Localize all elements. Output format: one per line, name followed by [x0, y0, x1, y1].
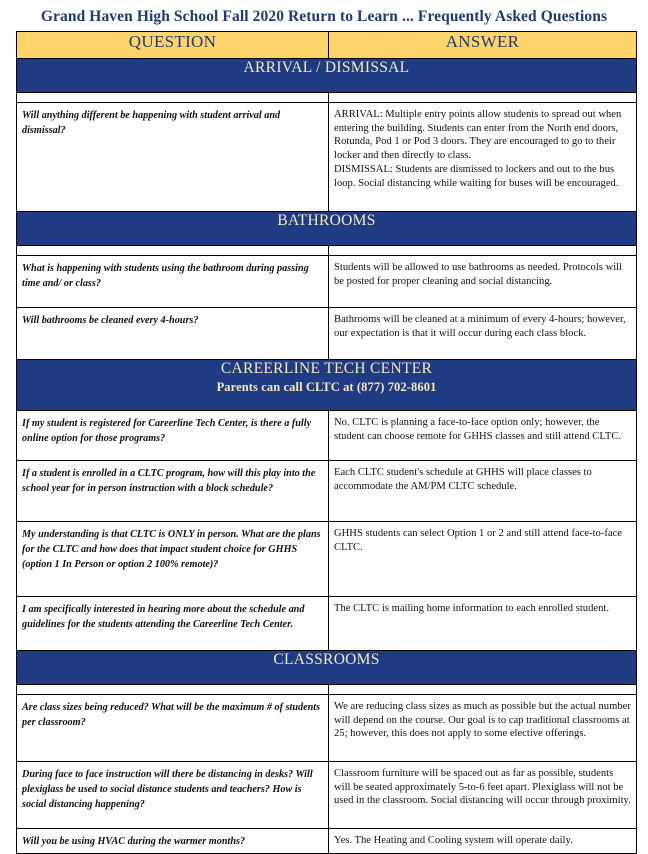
section-header-careerline-tech-center	[17, 360, 637, 411]
page-title: Grand Haven High School Fall 2020 Return to Learn ... Frequently Asked Questions	[40, 8, 608, 25]
section-title: BATHROOMS	[17, 212, 637, 246]
section-header-arrival-dismissal	[17, 59, 637, 93]
question-cell: Will you be using HVAC during the warmer months?	[17, 829, 329, 854]
spacer-row	[17, 685, 637, 695]
answer-cell	[329, 103, 637, 212]
faq-table	[16, 31, 637, 854]
question-cell: I am specifically interested in hearing more about the schedule and guidelines for the students attending the Careerline Tech Center.	[17, 597, 329, 651]
section-header-classrooms	[17, 651, 637, 685]
answer-cell: The CLTC is mailing home information to each enrolled student.	[329, 597, 637, 651]
section-header-bathrooms	[17, 212, 637, 246]
answer-paragraph: DISMISSAL: Students are dismissed to lockers and out to the bus loop. Social distancing while waiting for buses will be encouraged.	[334, 163, 619, 189]
table-header-row	[17, 32, 637, 59]
table-row	[17, 461, 637, 522]
spacer-row	[17, 93, 637, 103]
answer-cell: Each CLTC student's schedule at GHHS will place classes to accommodate the AM/PM CLTC schedule.	[329, 461, 637, 522]
answer-cell: GHHS students can select Option 1 or 2 and still attend face-to-face CLTC.	[329, 522, 637, 597]
question-cell: Will anything different be happening with student arrival and dismissal?	[17, 103, 329, 212]
question-cell: If my student is registered for Careerline Tech Center, is there a fully online option for those programs?	[17, 411, 329, 461]
table-row	[17, 256, 637, 308]
table-row	[17, 411, 637, 461]
answer-cell: Yes. The Heating and Cooling system will operate daily.	[329, 829, 637, 854]
question-cell: What is happening with students using the bathroom during passing time and/ or class?	[17, 256, 329, 308]
question-column-header: QUESTION	[17, 32, 329, 59]
question-cell: During face to face instruction will there be distancing in desks? Will plexiglass be used to social distance students and teachers? How is social distancing happening?	[17, 762, 329, 829]
question-cell: Are class sizes being reduced? What will be the maximum # of students per classroom?	[17, 695, 329, 762]
table-row	[17, 308, 637, 360]
question-cell: If a student is enrolled in a CLTC program, how will this play into the school year for in person instruction with a block schedule?	[17, 461, 329, 522]
section-subtitle: Parents can call CLTC at (877) 702-8601	[216, 380, 437, 394]
table-row	[17, 829, 637, 854]
section-title: CLASSROOMS	[17, 651, 637, 685]
question-cell: My understanding is that CLTC is ONLY in person. What are the plans for the CLTC and how does that impact student choice for GHHS (option 1 In Person or option 2 100% remote)?	[17, 522, 329, 597]
table-row	[17, 103, 637, 212]
answer-column-header: ANSWER	[329, 32, 637, 59]
spacer-row	[17, 246, 637, 256]
question-cell: Will bathrooms be cleaned every 4-hours?	[17, 308, 329, 360]
answer-paragraph: ARRIVAL: Multiple entry points allow students to spread out when entering the building. Students can enter from the North end doors, Rotunda, Pod 1 or Pod 3 doors. They are encouraged to go to their locker and then directly to class.	[334, 109, 622, 162]
table-row	[17, 522, 637, 597]
table-row	[17, 597, 637, 651]
section-title: CAREERLINE TECH CENTER	[220, 360, 433, 377]
table-row	[17, 695, 637, 762]
answer-cell: Bathrooms will be cleaned at a minimum of every 4-hours; however, our expectation is that it will occur during each class block.	[329, 308, 637, 360]
section-title-cell	[17, 360, 637, 411]
answer-cell: Students will be allowed to use bathrooms as needed. Protocols will be posted for proper cleaning and social distancing.	[329, 256, 637, 308]
answer-cell: We are reducing class sizes as much as possible but the actual number will depend on the course. Our goal is to cap traditional classrooms at 25; however, this does not apply to some elective offerings.	[329, 695, 637, 762]
section-title: ARRIVAL / DISMISSAL	[17, 59, 637, 93]
table-row	[17, 762, 637, 829]
answer-cell: Classroom furniture will be spaced out as far as possible, students will be seated approximately 5-to-6 feet apart. Plexiglass will not be used in the classroom. Social distancing will occur through proximity.	[329, 762, 637, 829]
answer-cell: No. CLTC is planning a face-to-face option only; however, the student can choose remote for GHHS classes and still attend CLTC.	[329, 411, 637, 461]
